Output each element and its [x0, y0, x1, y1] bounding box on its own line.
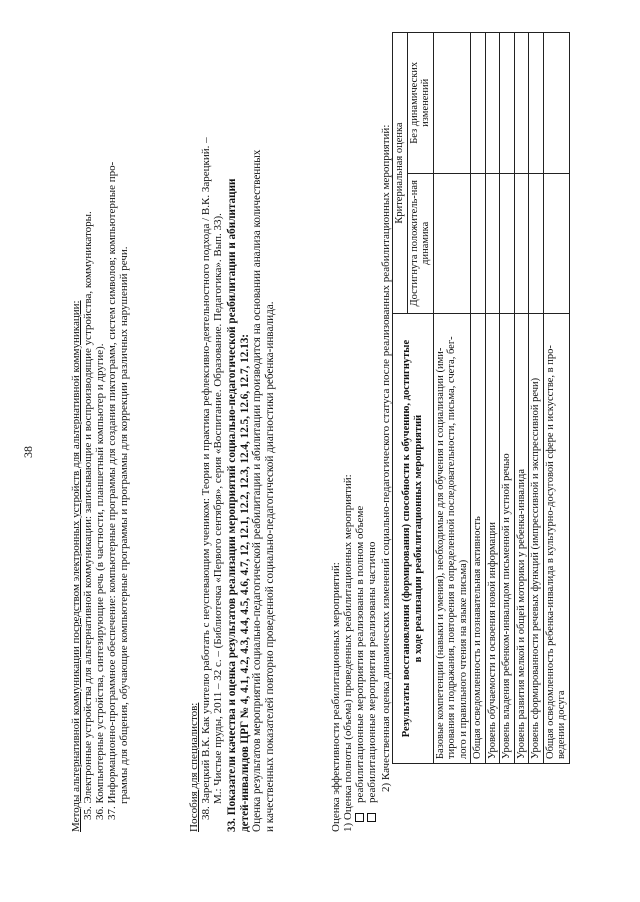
effectiveness-heading: Оценка эффективности реабилитационных мероприятий:: [330, 562, 342, 832]
table-row: [500, 33, 515, 764]
option-full: [354, 42, 366, 832]
table-row: [485, 33, 500, 764]
none-cell[interactable]: [471, 33, 486, 174]
row-label: Общая осведомленность ребенка-инвалида в культурно-досуговой сфере и искусстве, в про-ведении досуга: [543, 314, 569, 764]
none-cell[interactable]: [485, 33, 500, 174]
table-row: [514, 33, 529, 764]
row-label: Базовые компетенции (навыки и умения), необходимые для обучения и социализации (ими-тирования и подражания, повторения в определенной последовательности, письма, счета, бег-лого и правильного чтения на языке письма): [433, 314, 471, 764]
paragraph-line: Оценка результатов мероприятий социально-педагогической реабилитации и абилитации производится на основании анализа количественных: [251, 149, 263, 832]
paragraph-line: и качественных показателей повторно проведенной социально-педагогической диагностики ребенка-инвалида.: [263, 301, 276, 832]
list-item: 35. Электронные устройства для альтернативной коммуникации: записывающие и воспроизводящие устройства, коммуникаторы.: [82, 211, 94, 820]
section-heading: Пособия для специалистов:: [188, 702, 200, 832]
section-heading: Методы альтернативной коммуникации посредством электронных устройств для альтернативной коммуникации:: [70, 300, 82, 832]
positive-cell[interactable]: [433, 173, 471, 314]
alt-communication-devices-section: [70, 42, 130, 832]
row-label: Общая осведомленность и познавательная активность: [471, 314, 486, 764]
checkbox[interactable]: [367, 813, 376, 822]
results-column-header: Результаты восстановления (формирования) способности к обучению, достигнутые в ходе реализации реабилитационных мероприятий: [393, 314, 434, 764]
effectiveness-section: [330, 42, 378, 832]
section-title-continuation: детей-инвалидов ЦРГ № 4, 4.1, 4.2, 4.3, 4.4, 4.5, 4.6, 4.7, 12, 12.1, 12.2, 12.3, 12.4, 12.5, 12.6, 12.7, 12.13:: [238, 333, 251, 832]
list-item: 36. Компьютерные устройства, синтезирующие речь (в частности, планшетный компьютер и другие).: [94, 343, 106, 820]
positive-cell[interactable]: [485, 173, 500, 314]
table-row: [529, 33, 544, 764]
none-cell[interactable]: [433, 33, 471, 174]
section-33: [226, 42, 276, 832]
page-number: 38: [21, 446, 35, 458]
option-label: реабилитационные мероприятия реализованы в полном объеме: [354, 505, 366, 803]
positive-dynamics-header: Достигнута положитель-ная динамика: [407, 173, 433, 314]
table-row: [433, 33, 471, 764]
row-label: Уровень обучаемости и освоения новой информации: [485, 314, 500, 764]
positive-cell[interactable]: [543, 173, 569, 314]
none-cell[interactable]: [500, 33, 515, 174]
specialists-section: [188, 42, 224, 832]
table-row: [543, 33, 569, 764]
table-header-row: [393, 33, 408, 764]
none-cell[interactable]: [543, 33, 569, 174]
item-2: 2) Качественная оценка динамических изменений социально-педагогического статуса после реализованных реабилитационных мероприятий:: [380, 124, 392, 792]
positive-cell[interactable]: [471, 173, 486, 314]
none-cell[interactable]: [529, 33, 544, 174]
row-label: Уровень владения ребенком-инвалидом письменной и устной речью: [500, 314, 515, 764]
list-item-continuation: граммы для общения, обучающие компьютерные программы и программы для коррекции различных нарушений речи.: [118, 246, 130, 804]
no-changes-header: Без динамических изменений: [407, 33, 433, 174]
row-label: Уровень сформированности речевых функций (импрессивной и экспрессивной речи): [529, 314, 544, 764]
list-item: 38. Зарецкий В.К. Как учителю работать с неуспевающим учеником: Теория и практика рефлексивно-деятельностного подхода / В.К. Зарецкий. –: [200, 137, 212, 820]
option-label: реабилитационные мероприятия реализованы частично: [366, 541, 378, 803]
positive-cell[interactable]: [514, 173, 529, 314]
results-table: [392, 32, 570, 764]
completeness-item: 1) Оценка полноты (объема) проведенных реабилитационных мероприятий:: [342, 474, 354, 832]
qualitative-assessment-heading: [380, 2, 392, 792]
row-label: Уровень развития мелкой и общей моторики у ребенка-инвалида: [514, 314, 529, 764]
list-item-continuation: М.: Чистые пруды, 2011 – 32 с. – (Библиотечка «Первого сентября», серия «Воспитание. Образование. Педагогика». Вып. 33).: [212, 213, 224, 804]
list-item: 37. Информационно-программное обеспечение: компьютерные программы для создания пиктограмм, систем символов; компьютерные про-: [106, 161, 118, 820]
table-row: [471, 33, 486, 764]
checkbox[interactable]: [355, 813, 364, 822]
positive-cell[interactable]: [529, 173, 544, 314]
section-title: 33. Показатели качества и оценка результатов реализации мероприятий социально-педагогической реабилитации и абилитации: [226, 178, 238, 832]
option-partial: [366, 42, 378, 832]
criteria-header: Критериальная оценка: [393, 33, 408, 314]
positive-cell[interactable]: [500, 173, 515, 314]
none-cell[interactable]: [514, 33, 529, 174]
